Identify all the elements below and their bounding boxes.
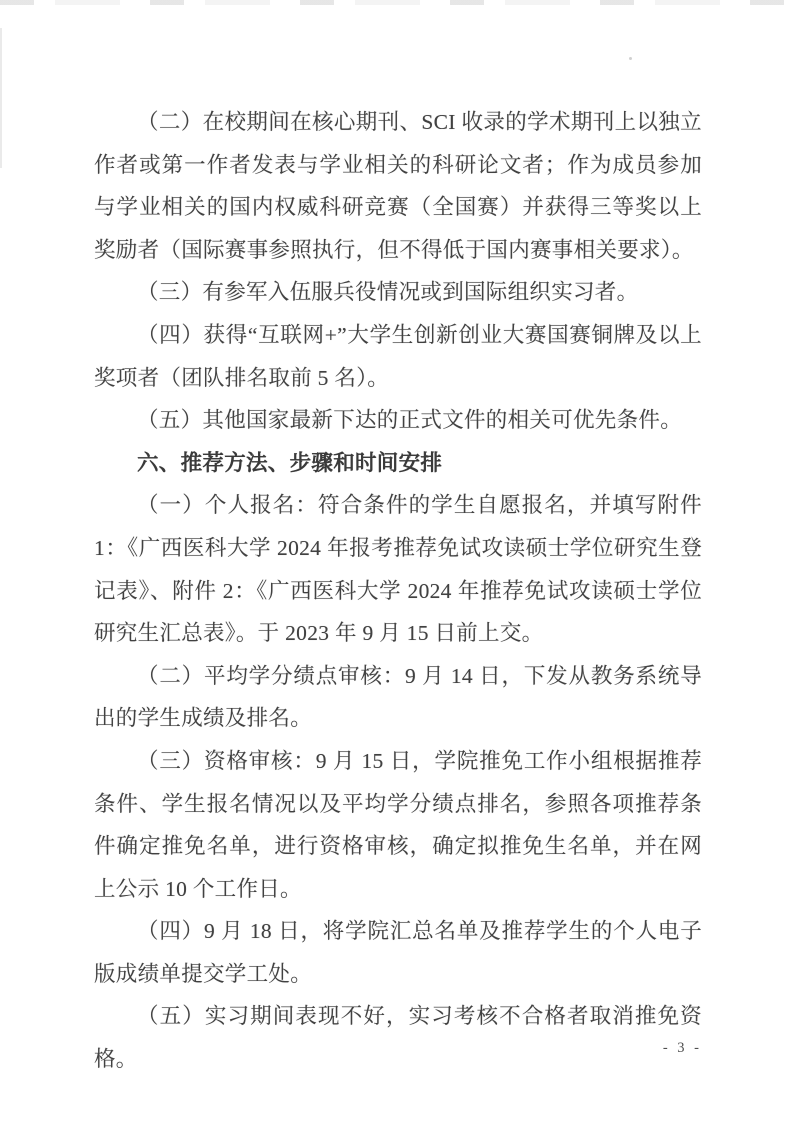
- paragraph-item-5-criteria: （五）其他国家最新下达的正式文件的相关可优先条件。: [137, 408, 683, 433]
- paragraph-step-5-internship: （五）实习期间表现不好，实习考核不合格者取消推免资格。: [94, 1004, 702, 1072]
- section-heading-six: 六、推荐方法、步骤和时间安排: [137, 450, 443, 475]
- paragraph-step-1-registration: （一）个人报名：符合条件的学生自愿报名，并填写附件 1：《广西医科大学 2024 年报考推荐免试攻读硕士学位研究生登记表》、附件 2：《广西医科大学 2024 年推荐免试攻读硕士学位研究生汇总表》。于 2023 年 9 月 15 日前上交。: [94, 493, 702, 646]
- paragraph-step-2-gpa-review: （二）平均学分绩点审核：9 月 14 日，下发从教务系统导出的学生成绩及排名。: [94, 663, 702, 731]
- scan-artifact-left-edge: [0, 28, 2, 168]
- scan-artifact-top-edge: [0, 0, 794, 5]
- paragraph-step-4-submission: （四）9 月 18 日，将学院汇总名单及推荐学生的个人电子版成绩单提交学工处。: [94, 919, 702, 986]
- paragraph-step-3-qualification-review: （三）资格审核：9 月 15 日，学院推免工作小组根据推荐条件、学生报名情况以及平均学分绩点排名，参照各项推荐条件确定推免名单，进行资格审核，确定拟推免生名单，并在网上公示 10 个工作日。: [94, 748, 702, 901]
- scan-speck: [629, 57, 632, 60]
- document-body: [94, 101, 702, 1081]
- paragraph-item-3-criteria: （三）有参军入伍服兵役情况或到国际组织实习者。: [137, 280, 639, 305]
- page-number: - 3 -: [662, 1040, 702, 1056]
- paragraph-item-4-criteria: （四）获得“互联网+”大学生创新创业大赛国赛铜牌及以上奖项者（团队排名取前 5 名）。: [94, 322, 702, 390]
- paragraph-item-2-criteria: （二）在校期间在核心期刊、SCI 收录的学术期刊上以独立作者或第一作者发表与学业相关的科研论文者；作为成员参加与学业相关的国内权威科研竞赛（全国赛）并获得三等奖以上奖励者（国际赛事参照执行，但不得低于国内赛事相关要求）。: [94, 110, 702, 262]
